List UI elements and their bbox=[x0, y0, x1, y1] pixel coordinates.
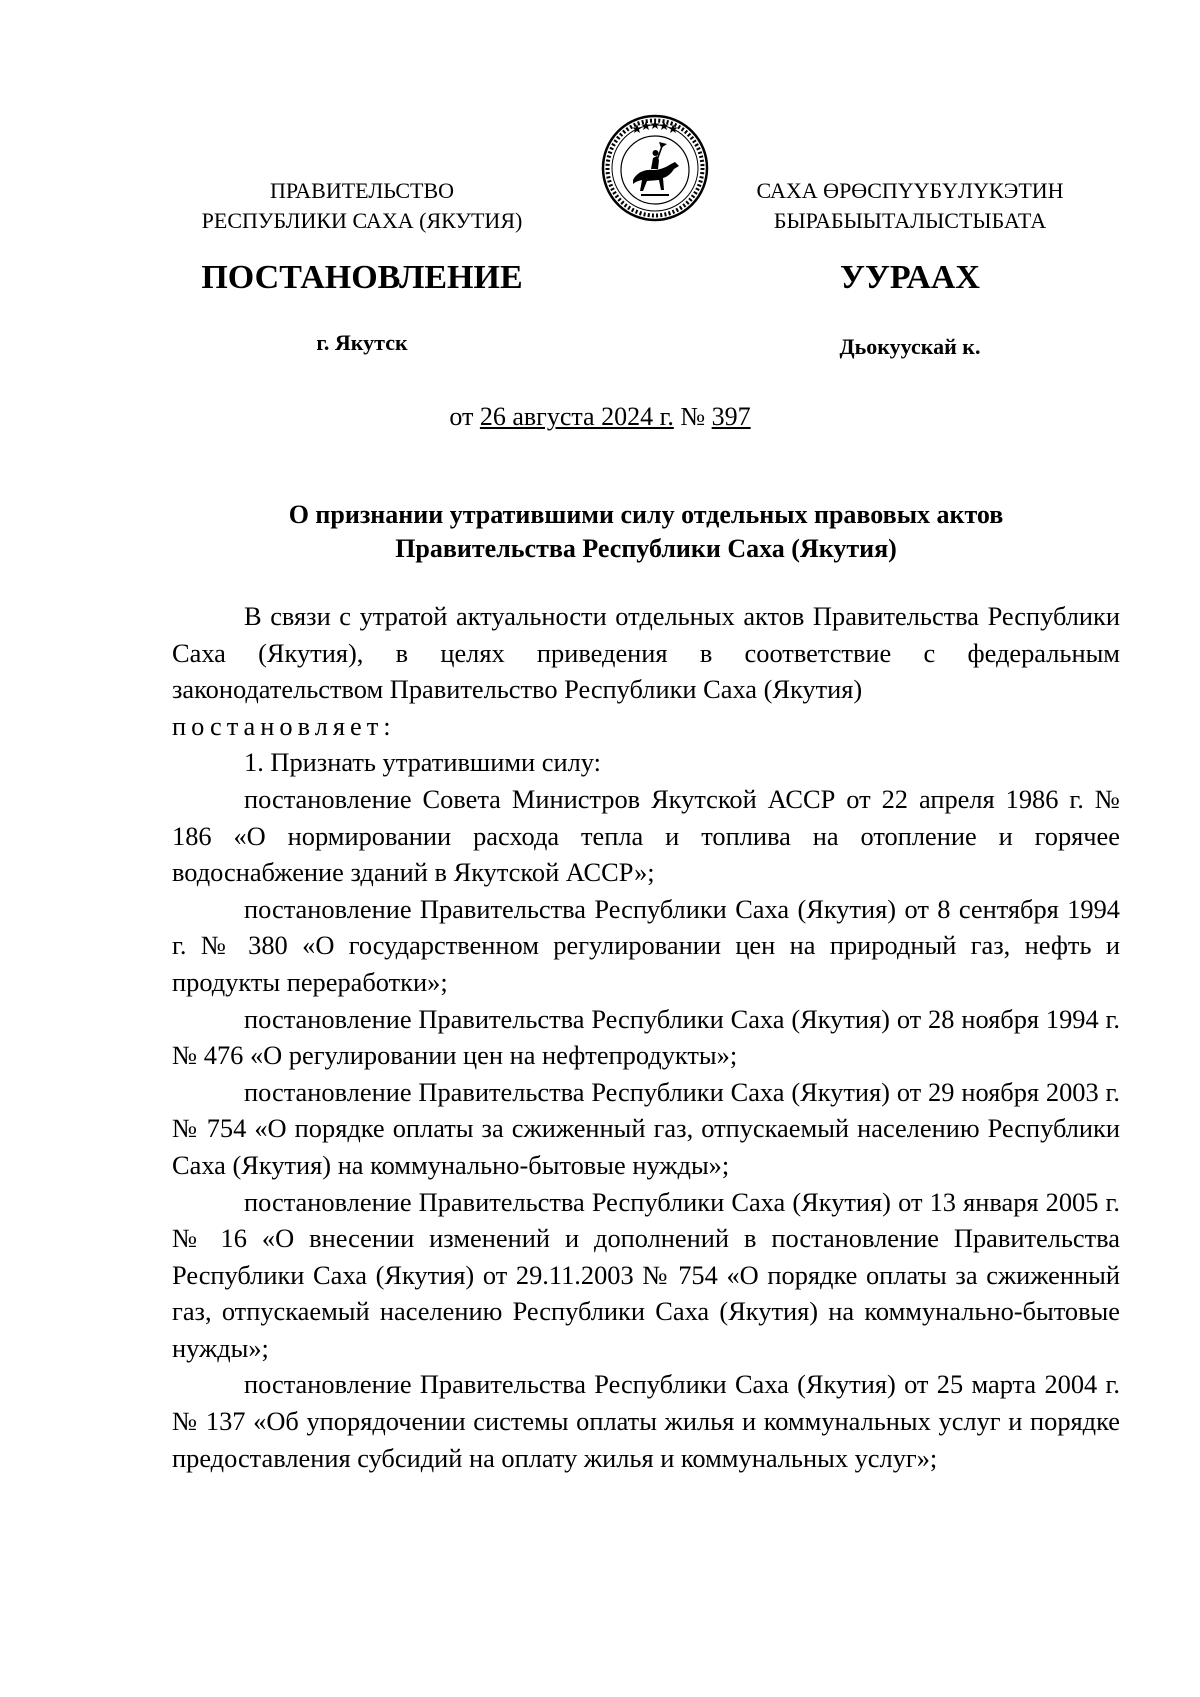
subject-line2: Правительства Республики Саха (Якутия) bbox=[395, 534, 897, 563]
header-right-line2: БЫРАБЫЫТАЛЫСТЫБАТА bbox=[773, 208, 1047, 233]
coat-of-arms-icon bbox=[601, 114, 709, 222]
date-prefix: от bbox=[449, 402, 474, 431]
emblem-svg bbox=[601, 114, 709, 222]
act-item: постановление Правительства Республики Саха (Якутия) от 8 сентября 1994 г. № 380 «О государственном регулировании цен на природный газ, нефть и продукты переработки»; bbox=[172, 893, 1120, 997]
subject-line1: О признании утратившими силу отдельных правовых актов bbox=[288, 500, 1004, 529]
decree-date-number bbox=[0, 400, 1200, 434]
city-ru: г. Якутск bbox=[316, 330, 408, 355]
header-left-line1: ПРАВИТЕЛЬСТВО bbox=[269, 178, 455, 203]
act-item: постановление Правительства Республики Саха (Якутия) от 25 марта 2004 г. № 137 «Об упорядочении системы оплаты жилья и коммунальных услуг и порядке предоставления субсидий на оплату жилья и коммунальных услуг»; bbox=[172, 1369, 1120, 1473]
decree-body bbox=[172, 598, 1120, 1476]
header-right bbox=[740, 176, 1080, 236]
intro-text: В связи с утратой актуальности отдельных актов Правительства Республики Саха (Якутия), в целях приведения в соответствие с федеральным законодательством Правительство Республики Саха (Якутия) bbox=[172, 601, 1120, 705]
decides-text: постановляет: bbox=[172, 710, 396, 741]
body-decides bbox=[172, 708, 1120, 745]
document-type-title-ru: ПОСТАНОВЛЕНИЕ bbox=[201, 259, 523, 296]
act-item: постановление Совета Министров Якутской АССР от 22 апреля 1986 г. № 186 «О нормировании расхода тепла и топлива на отопление и горячее водоснабжение зданий в Якутской АССР»; bbox=[172, 783, 1120, 888]
act-item: постановление Правительства Республики Саха (Якутия) от 29 ноября 2003 г. № 754 «О порядке оплаты за сжиженный газ, отпускаемый населению Республики Саха (Якутия) на коммунально-бытовые нужды»; bbox=[172, 1076, 1120, 1180]
document-type-title-sah: УУРААХ bbox=[840, 259, 980, 296]
header-left-line2: РЕСПУБЛИКИ САХА (ЯКУТИЯ) bbox=[201, 208, 523, 233]
header-right-line1: САХА ӨРӨСПҮҮБҮЛҮКЭТИН bbox=[756, 178, 1064, 203]
act-item: постановление Правительства Республики Саха (Якутия) от 28 ноября 1994 г. № 476 «О регулировании цен на нефтепродукты»; bbox=[172, 1003, 1120, 1071]
act-item: постановление Правительства Республики Саха (Якутия) от 13 января 2005 г. № 16 «О внесении изменений и дополнений в постановление Правительства Республики Саха (Якутия) от 29.11.2003 № 754 «О порядке оплаты за сжиженный газ, отпускаемый населению Республики Саха (Якутия) на коммунально-бытовые нужды»; bbox=[172, 1186, 1120, 1363]
decree-subject bbox=[172, 498, 1120, 566]
header-left bbox=[172, 176, 552, 236]
body-intro bbox=[172, 598, 1120, 708]
decree-date: 26 августа 2024 г. bbox=[479, 402, 674, 431]
body-item1: 1. Признать утратившими силу: bbox=[244, 747, 601, 778]
decree-number: 397 bbox=[711, 402, 751, 431]
number-sign: № bbox=[680, 402, 706, 431]
city-sah: Дьокуускай к. bbox=[839, 334, 981, 359]
